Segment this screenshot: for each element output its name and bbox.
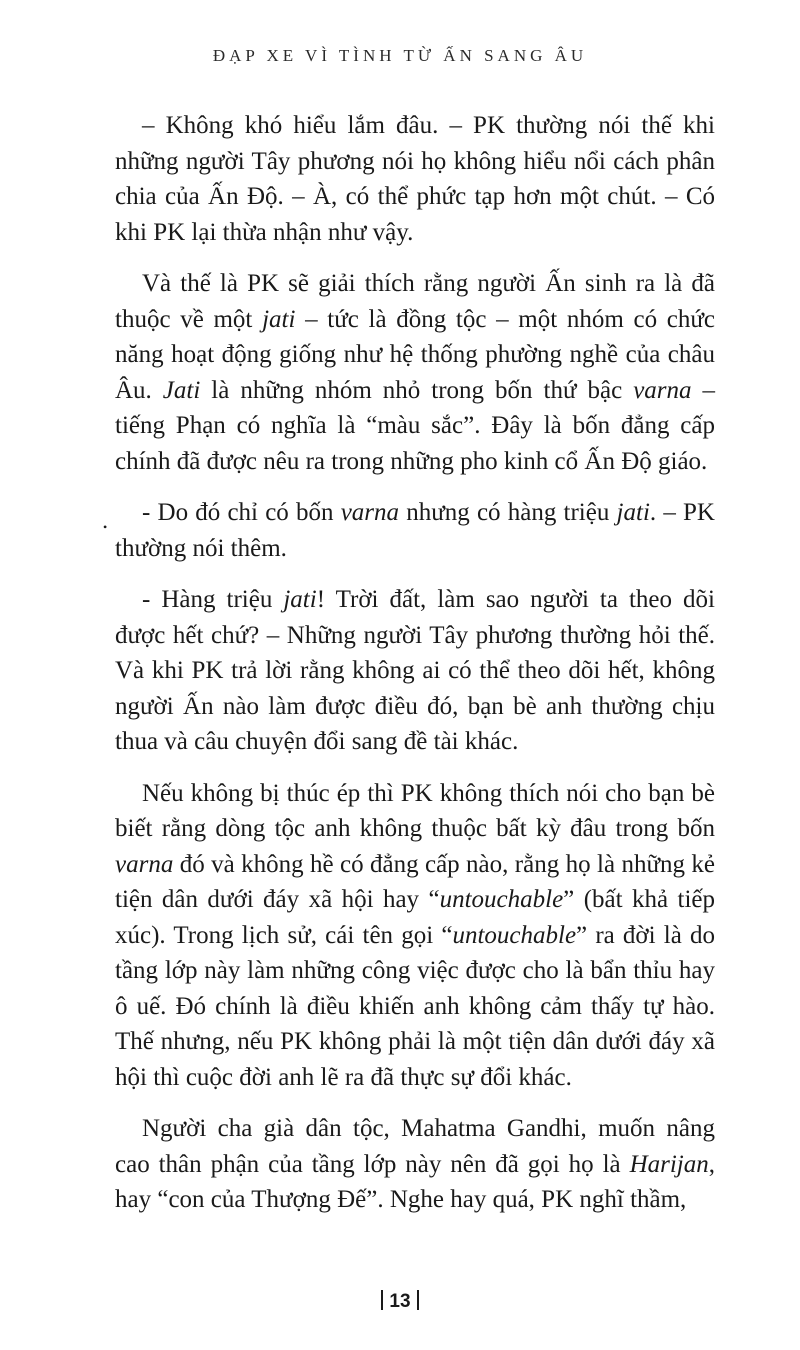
paragraph (115, 776, 715, 1096)
paragraph (115, 582, 715, 760)
page-number (0, 1290, 800, 1313)
text-run: Người cha già dân tộc, Mahatma Gandhi, muốn nâng cao thân phận của tầng lớp này nên đã gọi họ là (115, 1115, 715, 1178)
italic-term: untouchable (439, 886, 564, 913)
text-run: - Do đó chỉ có bốn (142, 499, 341, 526)
text-run: ! Trời đất, làm sao người ta theo dõi được hết chứ? – Những người Tây phương thường hỏi thế. Và khi PK trả lời rằng không ai có thể theo dõi hết, không người Ấn nào làm được điều đó, bạn bè anh thường chịu thua và câu chuyện đổi sang đề tài khác. (115, 586, 715, 755)
text-run: ” (bất khả tiếp xúc). Trong lịch sử, cái tên gọi “ (115, 886, 715, 949)
text-run: – tức là đồng tộc – một nhóm có chức năng hoạt động giống như hệ thống phường nghề của châu Âu. (115, 305, 716, 404)
stray-dot-mark: • (103, 520, 108, 534)
page-number-right-bar (417, 1290, 419, 1310)
paragraph (115, 266, 715, 479)
italic-term: jati (283, 586, 317, 613)
body-text (115, 108, 715, 1234)
italic-term: Harijan (629, 1150, 709, 1178)
text-run: - Hàng triệu (142, 586, 284, 613)
text-run: – tiếng Phạn có nghĩa là “màu sắc”. Đây là bốn đẳng cấp chính đã được nêu ra trong những pho kinh cổ Ấn Độ giáo. (115, 376, 716, 475)
italic-term: varna (115, 850, 174, 878)
text-run: đó và không hề có đẳng cấp nào, rằng họ là những kẻ tiện dân dưới đáy xã hội hay “ (115, 850, 715, 913)
paragraph (115, 495, 715, 566)
italic-term: Jati (162, 376, 201, 404)
text-run: là những nhóm nhỏ trong bốn thứ bậc (200, 376, 634, 404)
paragraph (115, 108, 715, 250)
text-run: Nếu không bị thúc ép thì PK không thích nói cho bạn bè biết rằng dòng tộc anh không thuộc bất kỳ đâu trong bốn (115, 779, 715, 842)
italic-term: untouchable (452, 921, 577, 949)
text-run: ” ra đời là do tầng lớp này làm những công việc được cho là bẩn thỉu hay ô uế. Đó chính là điều khiến anh không cảm thấy tự hào. Thế nhưng, nếu PK không phải là một tiện dân dưới đáy xã hội thì cuộc đời anh lẽ ra đã thực sự đổi khác. (115, 921, 715, 1091)
page-number-value: 13 (389, 1291, 411, 1312)
italic-term: jati (262, 305, 296, 333)
text-run: . – PK thường nói thêm. (115, 499, 715, 562)
paragraph (115, 1111, 715, 1218)
text-run: – Không khó hiểu lắm đâu. – PK thường nói thế khi những người Tây phương nói họ không hiểu nổi cách phân chia của Ấn Độ. – À, có thể phức tạp hơn một chút. – Có khi PK lại thừa nhận như vậy. (115, 112, 715, 246)
text-run: , hay “con của Thượng Đế”. Nghe hay quá, PK nghĩ thầm, (115, 1150, 715, 1213)
text-run: Và thế là PK sẽ giải thích rằng người Ấn sinh ra là đã thuộc về một (115, 270, 715, 333)
italic-term: varna (633, 376, 692, 404)
text-run: nhưng có hàng triệu (399, 499, 617, 526)
page-number-left-bar (381, 1290, 383, 1310)
italic-term: varna (340, 499, 400, 526)
italic-term: jati (616, 499, 650, 526)
running-header: ĐẠP XE VÌ TÌNH TỪ ẤN SANG ÂU (212, 46, 588, 65)
